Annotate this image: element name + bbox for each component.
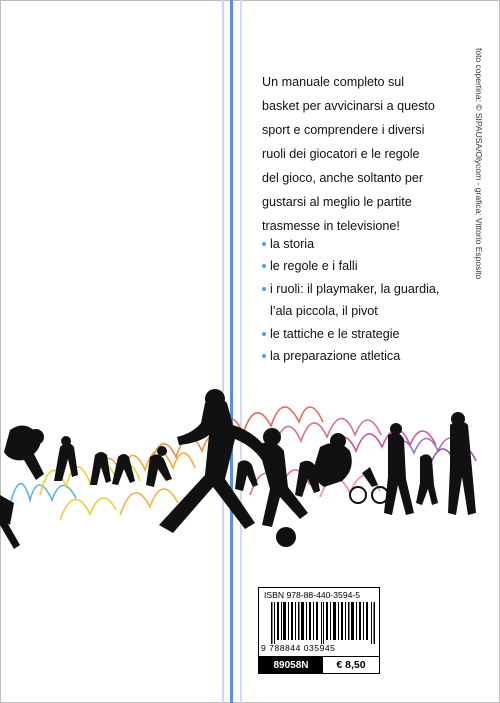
topic-label: i ruoli: il playmaker, la guardia,: [270, 281, 440, 296]
barcode-icon: [271, 602, 375, 644]
description-line: ruoli dei giocatori e le regole: [262, 147, 420, 161]
stripe-blue: [230, 0, 233, 703]
black-silhouettes: [0, 389, 476, 549]
description-line: del gioco, anche soltanto per: [262, 171, 424, 185]
topic-label: le tattiche e le strategie: [270, 326, 400, 341]
description-line: sport e comprendere i diversi: [262, 123, 425, 137]
description-line: trasmesse in televisione!: [262, 219, 400, 233]
topic-label-continued: l’ala piccola, il pivot: [270, 304, 378, 319]
barcode-panel: [258, 587, 380, 674]
code-price-row: [259, 656, 379, 674]
topic-item: [262, 233, 472, 255]
topic-item: [262, 323, 472, 345]
description-line: Un manuale completo sul: [262, 75, 405, 89]
photo-credit: foto copertina: © SIPAUSA/Olycom - grafica: Vittorio Esposito: [474, 48, 484, 280]
description-line: gustarsi al meglio le partite: [262, 195, 412, 209]
price-label: € 8,50: [336, 659, 366, 671]
topic-label: la preparazione atletica: [270, 349, 401, 364]
product-code: 89058N: [259, 657, 323, 674]
stripe-pale: [240, 0, 242, 703]
isbn-label: ISBN 978-88-440-3594-5: [264, 590, 361, 600]
topic-list: [262, 233, 472, 367]
description-line: basket per avvicinarsi a questo: [262, 99, 435, 113]
stripe-light: [222, 0, 224, 703]
description: [262, 70, 462, 238]
bullet-icon: [262, 287, 266, 291]
barcode-number: 9 788844 035945: [261, 643, 336, 653]
bullet-icon: [262, 354, 266, 358]
topic-item: [262, 278, 472, 323]
sports-silhouettes-illustration: [0, 385, 500, 555]
topic-item: [262, 345, 472, 367]
bullet-icon: [262, 332, 266, 336]
topic-item: [262, 255, 472, 277]
bullet-icon: [262, 264, 266, 268]
topic-label: la storia: [270, 237, 315, 251]
bullet-icon: [262, 242, 266, 246]
topic-label: le regole e i falli: [270, 259, 358, 274]
